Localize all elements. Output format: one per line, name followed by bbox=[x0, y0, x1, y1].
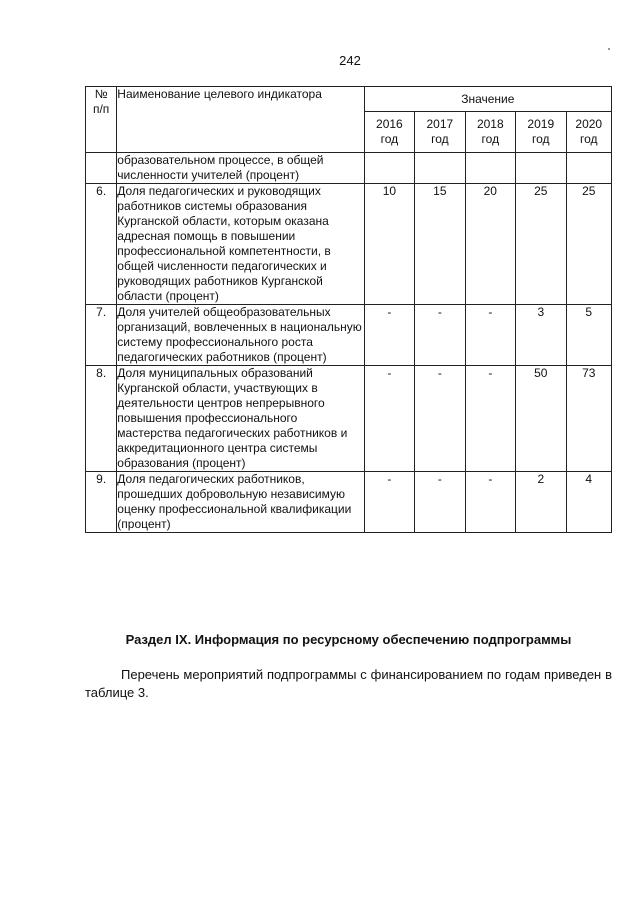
value-2019: 50 bbox=[516, 366, 566, 472]
value-2016: - bbox=[364, 305, 414, 366]
year-label: 2017 bbox=[426, 117, 454, 131]
table-row bbox=[86, 153, 612, 184]
row-number bbox=[86, 153, 117, 184]
header-year-2020 bbox=[566, 112, 611, 153]
indicator-name: Доля учителей общеобразовательных организаций, вовлеченных в национальную систему профессионального роста педагогических работников (процент) bbox=[117, 305, 364, 366]
value-2016: - bbox=[364, 366, 414, 472]
value-2016 bbox=[364, 153, 414, 184]
value-2016: 10 bbox=[364, 184, 414, 305]
header-number-abbr: п/п bbox=[92, 102, 110, 116]
value-2017 bbox=[415, 153, 465, 184]
row-number: 7. bbox=[86, 305, 117, 366]
year-unit: год bbox=[481, 132, 500, 146]
value-2020 bbox=[566, 153, 611, 184]
indicator-name: Доля педагогических работников, прошедших добровольную независимую оценку профессиональной квалификации (процент) bbox=[117, 472, 364, 533]
value-2018: - bbox=[465, 472, 515, 533]
value-2019: 2 bbox=[516, 472, 566, 533]
year-label: 2020 bbox=[575, 117, 603, 131]
year-unit: год bbox=[431, 132, 449, 146]
page-number: 242 bbox=[339, 53, 361, 68]
section-heading: Раздел IX. Информация по ресурсному обеспечению подпрограммы bbox=[125, 632, 572, 647]
value-2020: 4 bbox=[566, 472, 611, 533]
value-2020: 25 bbox=[566, 184, 611, 305]
row-number: 6. bbox=[86, 184, 117, 305]
header-year-2019 bbox=[516, 112, 566, 153]
value-2019: 3 bbox=[516, 305, 566, 366]
header-number-sign: № bbox=[94, 87, 108, 101]
value-2018: 20 bbox=[465, 184, 515, 305]
value-2020: 73 bbox=[566, 366, 611, 472]
year-label: 2018 bbox=[476, 117, 504, 131]
value-2017: - bbox=[415, 472, 465, 533]
year-unit: год bbox=[579, 132, 598, 146]
year-label: 2019 bbox=[527, 117, 555, 131]
year-unit: год bbox=[380, 132, 399, 146]
header-indicator-name: Наименование целевого индикатора bbox=[117, 87, 364, 153]
indicator-name: Доля муниципальных образований Курганской области, участвующих в деятельности центров непрерывного повышения профессионального мастерства педагогических работников и аккредитационного центра системы образования (процент) bbox=[117, 366, 364, 472]
value-2017: 15 bbox=[415, 184, 465, 305]
indicator-name: Доля педагогических и руководящих работников системы образования Курганской области, которым оказана адресная помощь в повышении профессиональной компетентности, в общей численности педагогических и руководящих работников Курганской области (процент) bbox=[117, 184, 364, 305]
value-2019 bbox=[516, 153, 566, 184]
row-number: 8. bbox=[86, 366, 117, 472]
year-label: 2016 bbox=[376, 117, 403, 131]
header-number bbox=[86, 87, 117, 153]
header-value: Значение bbox=[364, 87, 611, 112]
value-2017: - bbox=[415, 305, 465, 366]
row-number: 9. bbox=[86, 472, 117, 533]
header-year-2018 bbox=[465, 112, 515, 153]
year-unit: год bbox=[532, 132, 550, 146]
indicator-name: образовательном процессе, в общей численности учителей (процент) bbox=[117, 153, 364, 184]
scan-artifact bbox=[608, 48, 610, 50]
value-2016: - bbox=[364, 472, 414, 533]
header-year-2016 bbox=[364, 112, 414, 153]
table-row bbox=[86, 366, 612, 472]
table-row bbox=[86, 184, 612, 305]
table-row bbox=[86, 305, 612, 366]
value-2018 bbox=[465, 153, 515, 184]
value-2018: - bbox=[465, 305, 515, 366]
value-2017: - bbox=[415, 366, 465, 472]
indicators-table bbox=[85, 86, 612, 533]
table-row bbox=[86, 472, 612, 533]
value-2020: 5 bbox=[566, 305, 611, 366]
value-2019: 25 bbox=[516, 184, 566, 305]
value-2018: - bbox=[465, 366, 515, 472]
body-paragraph: Перечень мероприятий подпрограммы с финансированием по годам приведен в таблице 3. bbox=[85, 667, 612, 700]
header-year-2017 bbox=[415, 112, 465, 153]
